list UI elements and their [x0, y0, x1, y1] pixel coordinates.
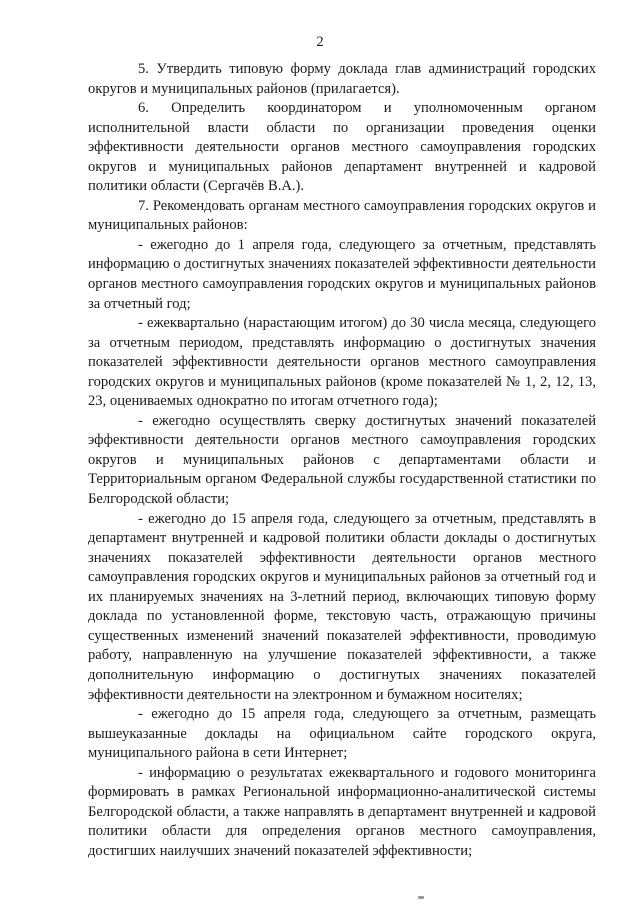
- scan-artifact: [418, 896, 424, 899]
- paragraph-item-5: 5. Утвердить типовую форму доклада глав администраций городских округов и муниципальных районов (прилагается).: [88, 61, 596, 97]
- list-item-monitoring-info: - информацию о результатах ежеквартального и годового мониторинга формировать в рамках Региональной информационно-аналитической системы Белгородской области, а также направлять в департамент внутренней и кадровой политики области для определения органов местного самоуправления, достигших наилучших значений показателей эффективности;: [88, 764, 596, 859]
- list-item-quarterly-info: - ежеквартально (нарастающим итогом) до 30 числа месяца, следующего за отчетным периодом, представлять информацию о достигнутых значения показателей эффективности деятельности органов местного самоуправления городских округов и муниципальных районов (кроме показателей № 1, 2, 12, 13, 23, оцениваемых однократно по итогам отчетного года);: [88, 315, 596, 410]
- list-item-reports-publication: - ежегодно до 15 апреля года, следующего за отчетным, размещать вышеуказанные доклады на официальном сайте городского округа, муниципального района в сети Интернет;: [88, 706, 596, 762]
- document-body: [88, 60, 596, 861]
- list-item-annual-info: - ежегодно до 1 апреля года, следующего за отчетным, представлять информацию о достигнутых значениях показателей эффективности деятельности органов местного самоуправления городских округов и муниципальных районов за отчетный год;: [88, 236, 596, 312]
- paragraph-item-7: 7. Рекомендовать органам местного самоуправления городских округов и муниципальных районов:: [88, 197, 596, 234]
- list-item-annual-reconciliation: - ежегодно осуществлять сверку достигнутых значений показателей эффективности деятельности органов местного самоуправления городских округов и муниципальных районов с департаментами области и Территориальным органом Федеральной службы государственной статистики по Белгородской области;: [88, 412, 596, 508]
- paragraph-item-6: 6. Определить координатором и уполномоченным органом исполнительной власти области по организации проведения оценки эффективности деятельности органов местного самоуправления городских округов и муниципальных районов департамент внутренней и кадровой политики области (Сергачёв В.А.).: [88, 100, 596, 195]
- page-number: 2: [316, 34, 324, 50]
- list-item-annual-reports: - ежегодно до 15 апреля года, следующего за отчетным, представлять в департамент внутренней и кадровой политики области доклады о достигнутых значениях показателей эффективности деятельности органов местного самоуправления городских округов и муниципальных районов за отчетный год и их планируемых значениях на 3-летний период, включающих типовую форму доклада по установленной форме, текстовую часть, отражающую причины существенных изменений значений показателей эффективности, проводимую работу, направленную на улучшение показателей эффективности, а также дополнительную информацию о достигнутых значениях показателей эффективности деятельности на электронном и бумажном носителях;: [88, 510, 596, 703]
